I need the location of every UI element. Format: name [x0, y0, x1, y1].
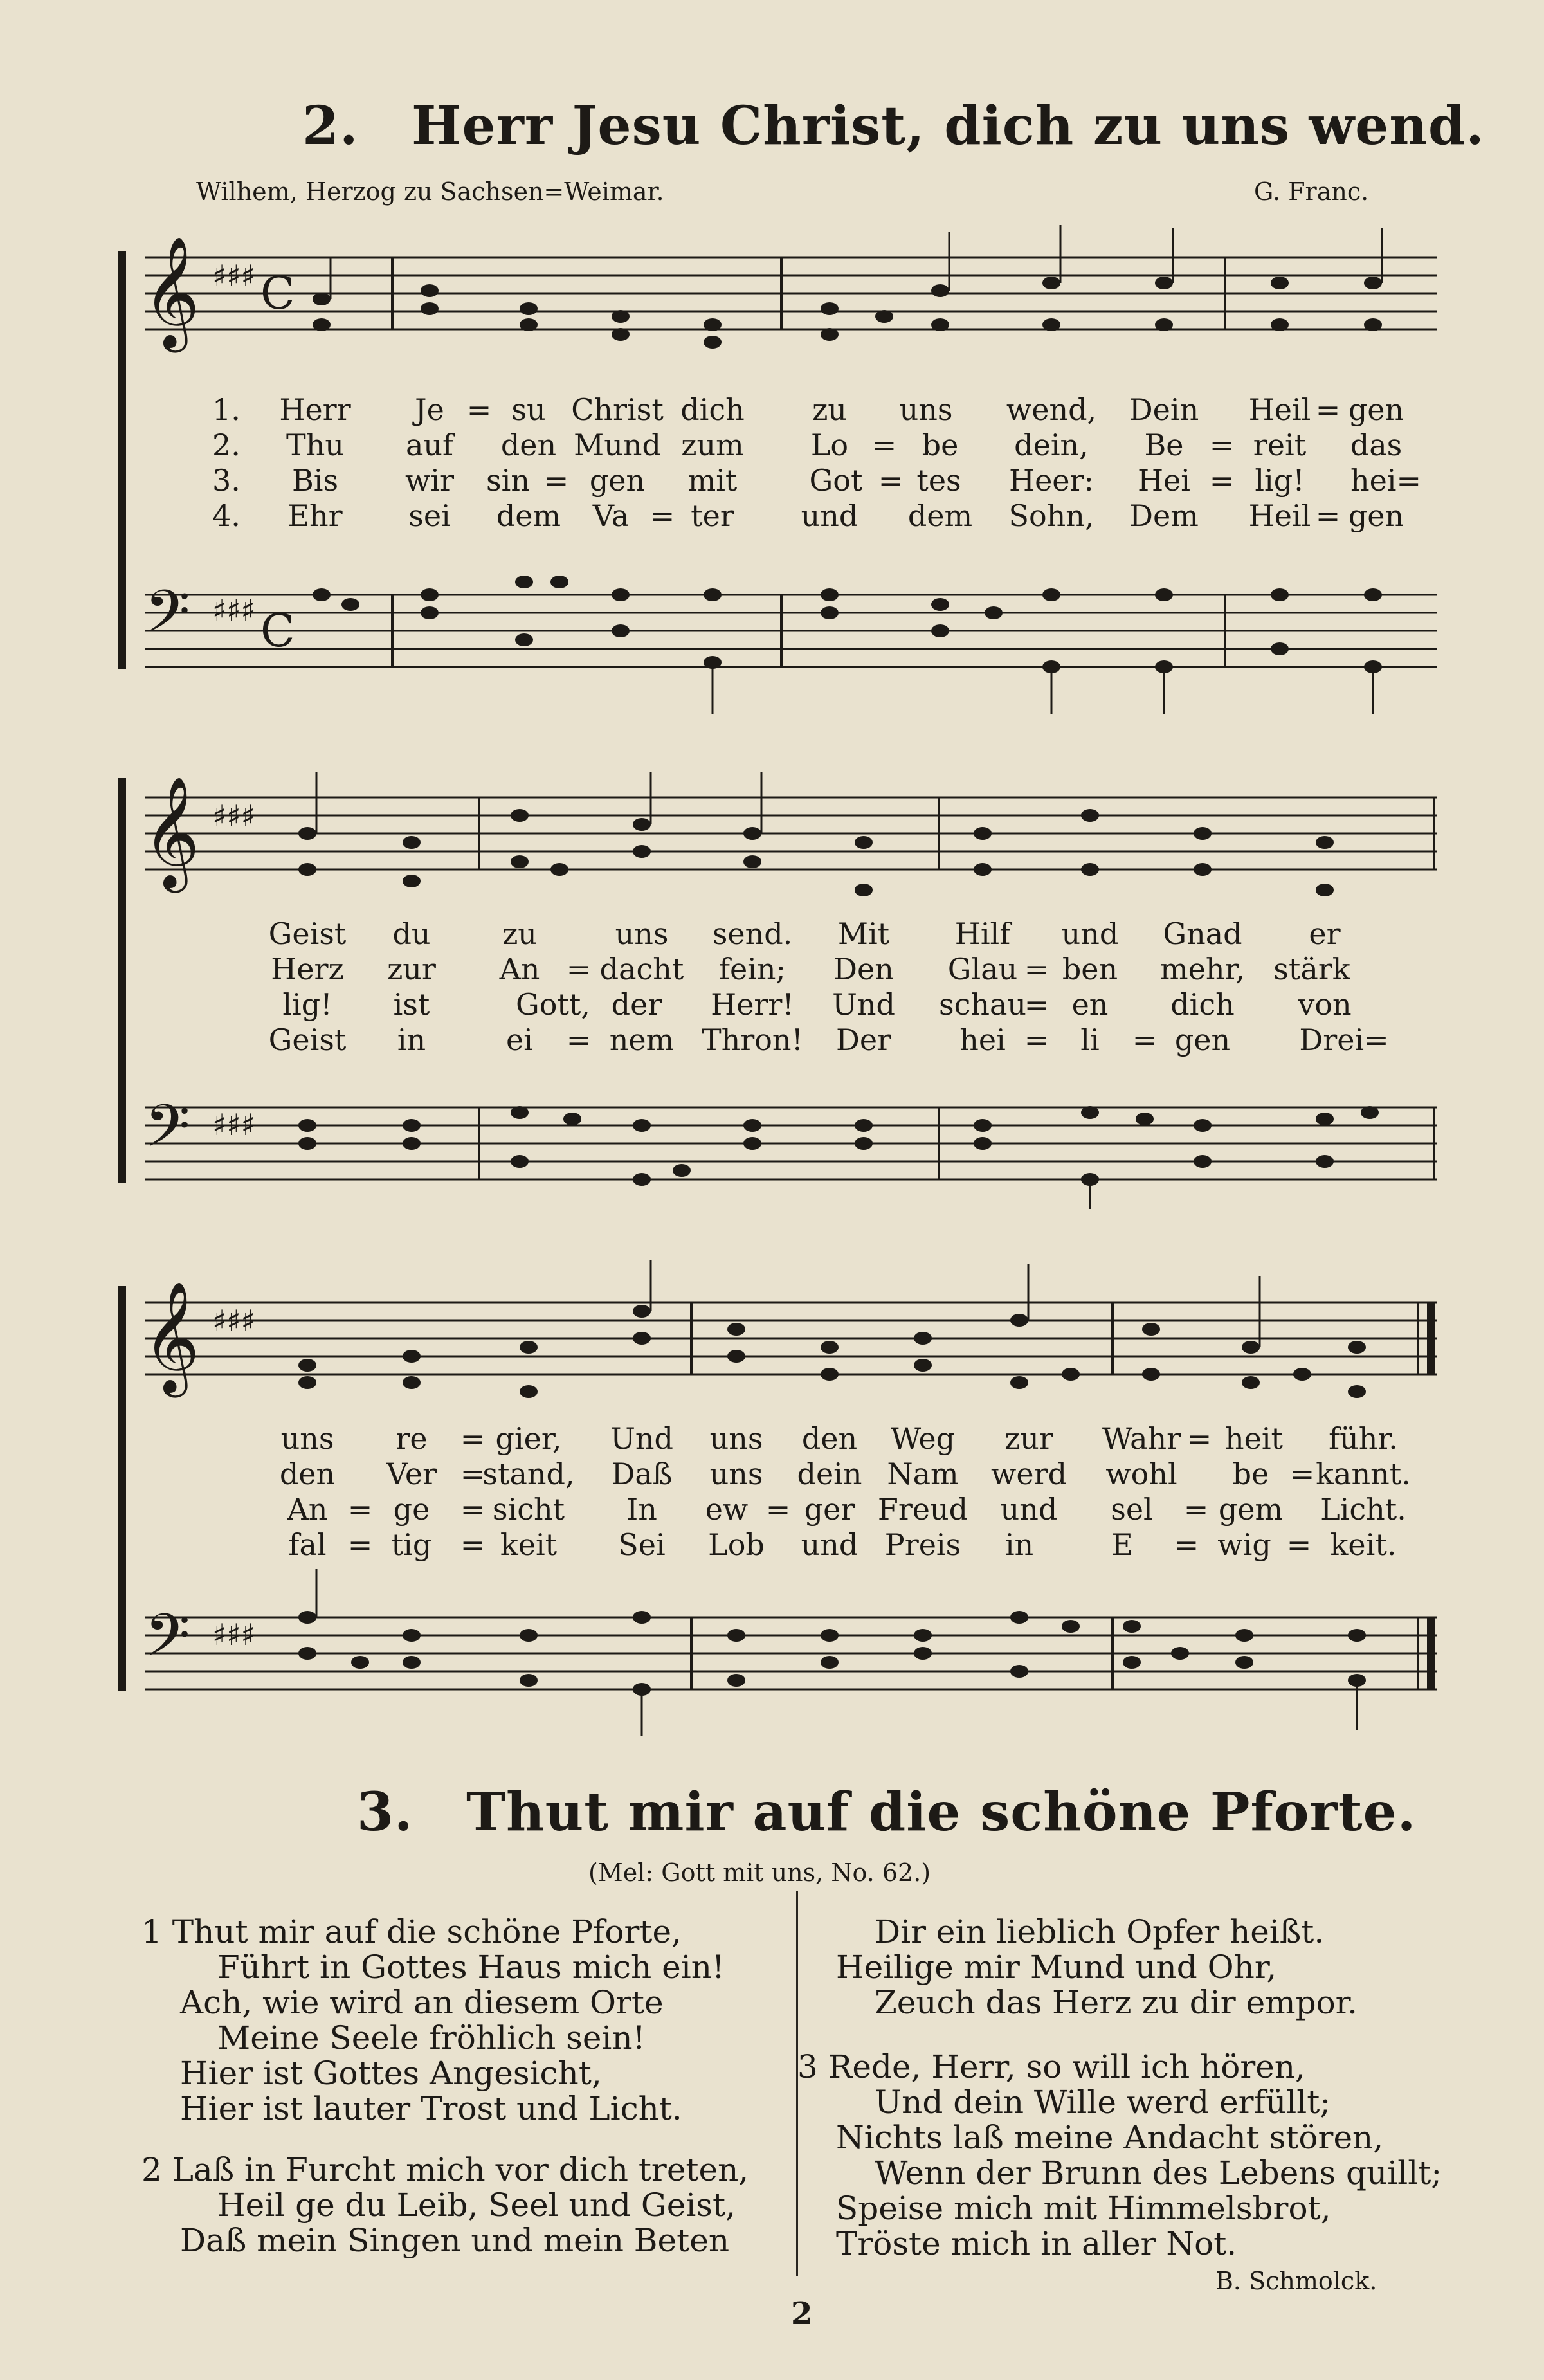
poem-line: Und dein Wille werd erfüllt; [875, 2084, 1331, 2121]
poem-line: 2 Laß in Furcht mich vor dich treten, [141, 2151, 749, 2188]
poem-line: Speise mich mit Himmelsbrot, [836, 2190, 1331, 2227]
poem-line: Hier ist lauter Trost und Licht. [180, 2090, 682, 2127]
hymn3-title: Thut mir auf die schöne Pforte. [466, 1781, 1417, 1843]
poem-line: Tröste mich in aller Not. [836, 2225, 1237, 2262]
poem-line: Heil ge du Leib, Seel und Geist, [217, 2186, 736, 2224]
poem-line: Wenn der Brunn des Lebens quillt; [875, 2154, 1442, 2192]
key-signature: ♯♯♯ [212, 259, 255, 293]
common-time: C [260, 267, 295, 320]
poem-line: Zeuch das Herz zu dir empor. [875, 1984, 1358, 2021]
hymn3-author: B. Schmolck. [1215, 2267, 1377, 2295]
page-number: 2 [791, 2296, 813, 2332]
system1-verse3: 3. Bis wir sin = gen mit Got = tes Heer: Hei = lig! hei= [212, 463, 1422, 498]
treble-clef: 𝄞 [143, 236, 200, 348]
svg-text:♯♯♯: ♯♯♯ [212, 1304, 255, 1338]
hymn2-title: Herr Jesu Christ, dich zu uns wend. [412, 95, 1485, 157]
hymn2-composer: G. Franc. [1254, 177, 1369, 206]
poem-line: Ach, wie wird an diesem Orte [180, 1984, 664, 2021]
system2-verse3: lig! ist Gott, der Herr! Und schau = en dich von [282, 987, 1352, 1022]
system2-verse4: Geist in ei = nem Thron! Der hei = li = gen Drei= [268, 1022, 1389, 1057]
svg-text:♯♯♯: ♯♯♯ [212, 1617, 255, 1652]
hymn3-number: 3. [357, 1781, 413, 1843]
poem-line: Daß mein Singen und mein Beten [180, 2222, 730, 2259]
bass-clef: 𝄢 [145, 577, 190, 660]
svg-text:𝄢: 𝄢 [145, 1092, 190, 1174]
poem-line: 3 Rede, Herr, so will ich hören, [797, 2048, 1305, 2085]
poem-line: Führt in Gottes Haus mich ein! [217, 1949, 725, 1986]
system3-verse2: den Ver = stand, Daß uns dein Nam werd wohl be = kannt. [279, 1457, 1411, 1491]
system2-verse1: Geist du zu uns send. Mit Hilf und Gnad er [268, 916, 1341, 951]
hymn2-text-author: Wilhem, Herzog zu Sachsen=Weimar. [196, 177, 664, 206]
system2-verse2: Herz zur An = dacht fein; Den Glau = ben mehr, stärk [271, 952, 1350, 986]
svg-text:♯♯♯: ♯♯♯ [212, 593, 255, 628]
svg-text:𝄞: 𝄞 [143, 776, 200, 888]
poem-line: Dir ein lieblich Opfer heißt. [875, 1913, 1325, 1950]
poem-line: Hier ist Gottes Angesicht, [180, 2055, 602, 2092]
system3-verse4: fal = tig = keit Sei Lob und Preis in E = wig = keit. [288, 1527, 1397, 1562]
poem-line: Heilige mir Mund und Ohr, [836, 1949, 1277, 1986]
poem-line: Meine Seele fröhlich sein! [217, 2019, 646, 2057]
hymn3-melody-note: (Mel: Gott mit uns, No. 62.) [588, 1858, 931, 1887]
svg-text:𝄢: 𝄢 [145, 1601, 190, 1684]
svg-text:♯♯♯: ♯♯♯ [212, 799, 255, 833]
system3-verse1: uns re = gier, Und uns den Weg zur Wahr = heit führ. [280, 1421, 1398, 1456]
svg-text:♯♯♯: ♯♯♯ [212, 1107, 255, 1142]
svg-text:𝄞: 𝄞 [143, 1281, 200, 1393]
treble-staff [145, 257, 1437, 329]
system1-verse1: 1. Herr Je = su Christ dich zu uns wend, Dein Heil = gen [212, 392, 1404, 427]
poem-line: Nichts laß meine Andacht stören, [836, 2119, 1384, 2156]
hymn2-number: 2. [302, 95, 359, 157]
system1-verse4: 4. Ehr sei dem Va = ter und dem Sohn, Dem Heil = gen [212, 498, 1404, 533]
bass-staff [145, 595, 1437, 667]
poem-line: 1 Thut mir auf die schöne Pforte, [141, 1913, 682, 1950]
system3-verse3: An = ge = sicht In ew = ger Freud und sel = gem Licht. [287, 1492, 1406, 1527]
svg-text:C: C [260, 604, 295, 657]
system1-verse2: 2. Thu auf den Mund zum Lo = be dein, Be = reit das [212, 428, 1403, 462]
